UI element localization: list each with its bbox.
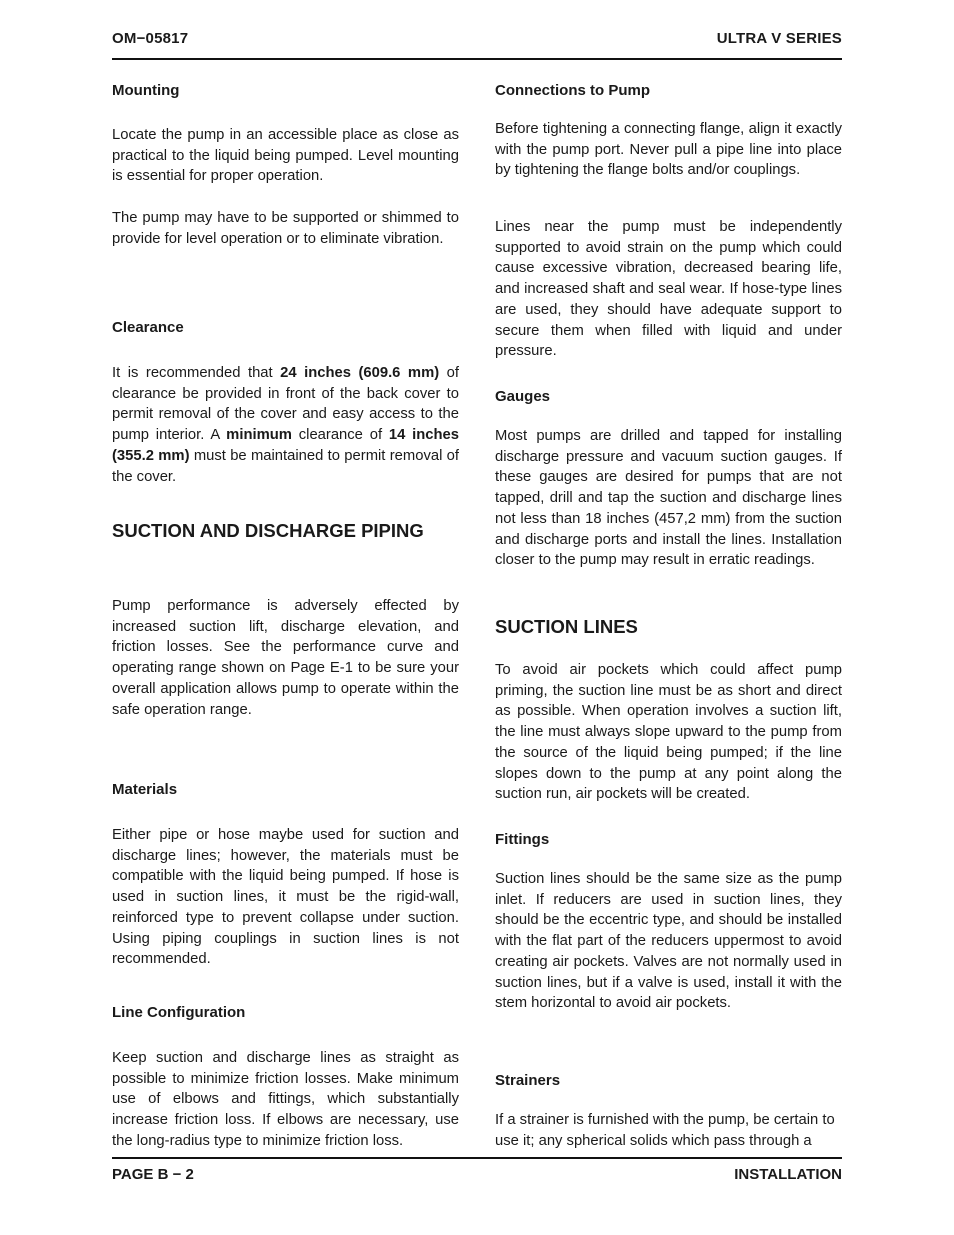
clearance-paragraph: It is recommended that 24 inches (609.6 mm) of clearance be provided in front of the back cover to permit removal of the cover and easy access to the pump interior. A minimum clearance of 14 inches (355.2 mm) must be maintained to permit removal of the cover. bbox=[112, 365, 460, 485]
connections-paragraph-1: Before tightening a connecting flange, align it exactly with the pump port. Never pull a pipe line into place by tightening the flange bolts and/or couplings. bbox=[495, 121, 842, 179]
suction-lines-heading: SUCTION LINES bbox=[495, 616, 638, 637]
line-configuration-heading: Line Configuration bbox=[112, 1004, 246, 1021]
series-title: ULTRA V SERIES bbox=[716, 30, 842, 47]
fittings-heading: Fittings bbox=[495, 831, 550, 848]
clearance-heading: Clearance bbox=[112, 319, 184, 336]
page-number: PAGE B − 2 bbox=[112, 1166, 194, 1183]
piping-heading: SUCTION AND DISCHARGE PIPING bbox=[112, 520, 424, 541]
strainers-heading: Strainers bbox=[495, 1072, 561, 1089]
mounting-heading: Mounting bbox=[112, 82, 180, 99]
mounting-paragraph-1: Locate the pump in an accessible place as close as practical to the liquid being pumped. Level mounting is essential for proper operation. bbox=[112, 127, 459, 185]
piping-paragraph: Pump performance is adversely effected by increased suction lift, discharge elevation, and friction losses. See the performance curve and operating range shown on Page E-1 to be sure your overall application allows pump to operate within the safe operation range. bbox=[112, 598, 459, 718]
suction-lines-paragraph: To avoid air pockets which could affect pump priming, the suction line must be as short and direct as possible. When operation involves a suction lift, the line must always slope upward to the pump from the source of the liquid being pumped; if the line slopes down to the pump at any point along the suction run, air pockets will be created. bbox=[495, 662, 842, 803]
connections-heading: Connections to Pump bbox=[495, 82, 650, 99]
materials-paragraph: Either pipe or hose maybe used for suction and discharge lines; however, the materials must be compatible with the liquid being pumped. If hose is used in suction lines, it must be the rigid-wall, reinforced type to prevent collapse under suction. Using piping couplings in suction lines is not recommended. bbox=[112, 827, 459, 968]
materials-heading: Materials bbox=[112, 781, 178, 798]
header-rule bbox=[112, 58, 842, 60]
gauges-heading: Gauges bbox=[495, 388, 551, 405]
connections-paragraph-2: Lines near the pump must be independently supported to avoid strain on the pump which could cause excessive vibration, decreased bearing life, and increased shaft and seal wear. If hose-type lines are used, they should have adequate support to secure them when filled with liquid and under pressure. bbox=[495, 219, 842, 360]
fittings-paragraph: Suction lines should be the same size as the pump inlet. If reducers are used in suction lines, they should be the eccentric type, and should be installed with the flat part of the reducers uppermost to avoid creating air pockets. Valves are not normally used in suction lines, but if a valve is used, install it with the stem horizontal to avoid air pockets. bbox=[495, 871, 842, 1012]
strainers-paragraph: If a strainer is furnished with the pump, be certain to use it; any spherical solids which pass through a bbox=[495, 1112, 835, 1149]
document-number: OM−05817 bbox=[112, 30, 189, 47]
section-name: INSTALLATION bbox=[734, 1166, 842, 1183]
mounting-paragraph-2: The pump may have to be supported or shimmed to provide for level operation or to eliminate vibration. bbox=[112, 210, 459, 247]
footer-rule bbox=[112, 1157, 842, 1159]
line-configuration-paragraph: Keep suction and discharge lines as straight as possible to minimize friction losses. Make minimum use of elbows and fittings, which substantially increase friction loss. If elbows are necessary, use the long-radius type to minimize friction loss. bbox=[112, 1050, 459, 1149]
gauges-paragraph: Most pumps are drilled and tapped for installing discharge pressure and vacuum suction gauges. If these gauges are desired for pumps that are not tapped, drill and tap the suction and discharge lines not less than 18 inches (457,2 mm) from the suction and discharge ports and install the lines. Installation closer to the pump may result in erratic readings. bbox=[495, 428, 842, 569]
